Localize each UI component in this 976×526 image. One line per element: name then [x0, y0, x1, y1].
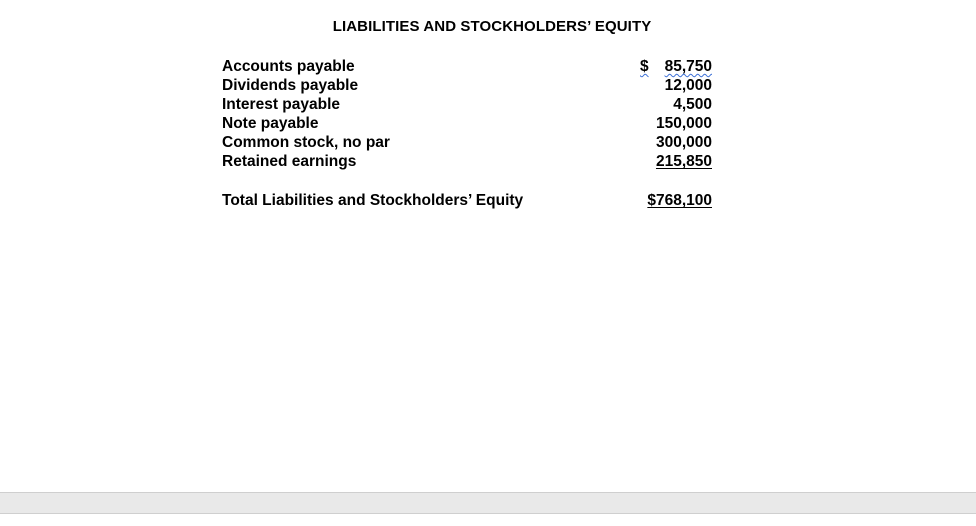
line-item-label: Common stock, no par: [222, 134, 390, 151]
line-item-label: Retained earnings: [222, 153, 357, 170]
currency-symbol: $: [640, 58, 649, 75]
line-item-label: Dividends payable: [222, 77, 359, 94]
line-item-note-payable: [222, 114, 712, 133]
total-amount: $768,100: [647, 192, 712, 209]
line-item-interest-payable: [222, 95, 712, 114]
line-item-amount: 300,000: [655, 134, 712, 151]
statement-title: LIABILITIES AND STOCKHOLDERS’ EQUITY: [332, 18, 652, 35]
line-item-amount: [640, 57, 712, 76]
line-item-amount: 150,000: [655, 115, 712, 132]
line-item-accounts-payable: [222, 57, 712, 76]
line-item-label: Note payable: [222, 115, 319, 132]
line-item-amount: 4,500: [673, 96, 712, 113]
line-item-label: Accounts payable: [222, 58, 355, 75]
horizontal-scrollbar[interactable]: [0, 492, 976, 514]
line-item-amount: 12,000: [664, 77, 712, 94]
line-item-common-stock: [222, 133, 712, 152]
total-row: [222, 191, 712, 210]
line-item-dividends-payable: [222, 76, 712, 95]
amount-value: 85,750: [664, 58, 712, 75]
line-item-retained-earnings: [222, 152, 712, 171]
total-label: Total Liabilities and Stockholders’ Equity: [222, 192, 524, 209]
line-item-label: Interest payable: [222, 96, 341, 113]
line-item-amount: 215,850: [655, 153, 712, 170]
